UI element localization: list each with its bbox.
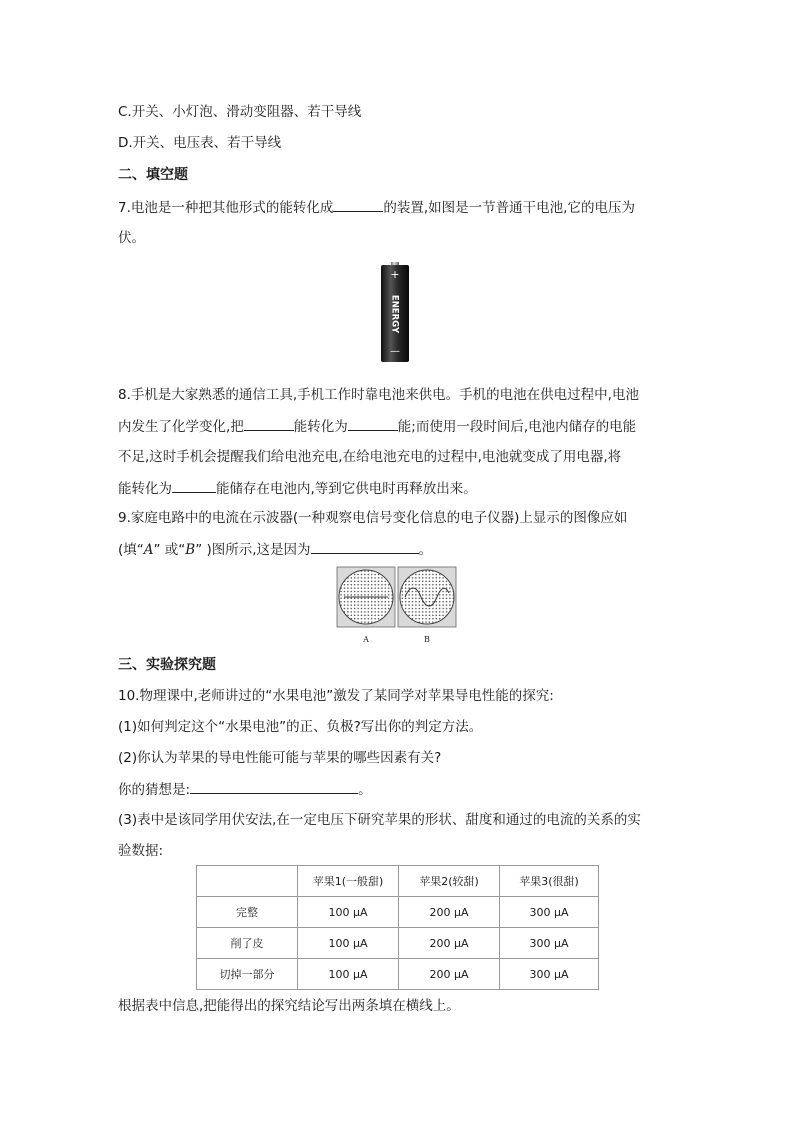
- question-10-conclusion-prompt: 根据表中信息,把能得出的探究结论写出两条填在横线上。: [118, 998, 460, 1014]
- battery-plus: +: [390, 268, 400, 281]
- question-10-part-1: (1)如何判定这个“水果电池”的正、负极?写出你的判定方法。: [118, 719, 483, 735]
- q8-text-4: 能转化为: [118, 481, 172, 497]
- battery-brand-label: ENERGY: [389, 294, 400, 334]
- q7-text-2: 的装置,如图是一节普通干电池,它的电压为: [383, 200, 635, 216]
- oscilloscope-figure: [336, 566, 458, 648]
- table-header-cell: 苹果1(一般甜): [298, 866, 399, 897]
- table-cell: 削了皮: [197, 928, 298, 959]
- answer-blank: [348, 416, 398, 431]
- battery-minus: —: [390, 346, 400, 357]
- guess-label: 你的猜想是:: [118, 782, 191, 798]
- table-cell: 200 μA: [399, 897, 500, 928]
- section-heading-experiment: 三、实验探究题: [118, 657, 216, 673]
- question-10-line-1: 10.物理课中,老师讲过的“水果电池”激发了某同学对苹果导电性能的探究:: [118, 688, 554, 704]
- table-header-row: [197, 866, 599, 897]
- label-a: A: [363, 635, 369, 644]
- battery-image: [379, 262, 411, 362]
- table-cell: 100 μA: [298, 928, 399, 959]
- option-d: D.开关、电压表、若干导线: [118, 135, 282, 151]
- question-10-guess: [118, 779, 372, 800]
- label-b: B: [424, 635, 430, 644]
- table-header-cell: 苹果3(很甜): [500, 866, 599, 897]
- table-cell: 100 μA: [298, 897, 399, 928]
- q8-text-3: 能;而使用一段时间后,电池内储存的电能: [397, 419, 637, 435]
- q9-option-a: A: [143, 542, 154, 558]
- answer-blank: [244, 416, 294, 431]
- question-10-part-2: (2)你认为苹果的导电性能可能与苹果的哪些因素有关?: [118, 750, 442, 766]
- table-cell: 切掉一部分: [197, 959, 298, 990]
- question-8-line-3: 不足,这时手机会提醒我们给电池充电,在给电池充电的过程中,电池就变成了用电器,将: [118, 449, 622, 465]
- answer-blank: [333, 197, 383, 212]
- q8-text-2: 能转化为: [293, 419, 348, 435]
- table-cell: 完整: [197, 897, 298, 928]
- table-cell: 300 μA: [500, 928, 599, 959]
- option-c: C.开关、小灯泡、滑动变阻器、若干导线: [118, 104, 362, 120]
- table-row: [197, 897, 599, 928]
- answer-blank: [172, 478, 216, 493]
- table-cell: 200 μA: [399, 959, 500, 990]
- answer-blank: [311, 539, 419, 554]
- table-cell: 100 μA: [298, 959, 399, 990]
- section-heading-fill-blank: 二、填空题: [118, 167, 188, 183]
- question-9-line-2: [118, 539, 432, 560]
- answer-blank: [190, 779, 358, 794]
- battery-terminal: [391, 262, 399, 265]
- table-header-cell: 苹果2(较甜): [399, 866, 500, 897]
- question-10-part-3-line-1: (3)表中是该同学用伏安法,在一定电压下研究苹果的形状、甜度和通过的电流的关系的实: [118, 812, 641, 828]
- table-row: [197, 928, 599, 959]
- question-10-part-3-line-2: 验数据:: [118, 843, 164, 859]
- table-row: [197, 959, 599, 990]
- guess-end: 。: [358, 782, 372, 798]
- question-8-line-2: [118, 416, 636, 437]
- oscilloscope-b: [398, 567, 456, 627]
- apple-current-table: [196, 865, 599, 990]
- q9-text-3: ” )图所示,这是因为: [195, 542, 311, 558]
- q9-text-2: ” 或“: [153, 542, 186, 558]
- oscilloscope-a: [337, 567, 395, 627]
- question-7-line-2: 伏。: [118, 230, 145, 246]
- table-cell: 300 μA: [500, 897, 599, 928]
- q8-text-1: 内发生了化学变化,把: [118, 419, 244, 435]
- question-9-line-1: 9.家庭电路中的电流在示波器(一种观察电信号变化信息的电子仪器)上显示的图像应如: [118, 510, 628, 526]
- table-cell: 200 μA: [399, 928, 500, 959]
- q8-text-5: 能储存在电池内,等到它供电时再释放出来。: [216, 481, 477, 497]
- question-8-line-1: 8.手机是大家熟悉的通信工具,手机工作时靠电池来供电。手机的电池在供电过程中,电池: [118, 387, 639, 403]
- table-header-cell: [197, 866, 298, 897]
- question-7-line-1: [118, 197, 635, 218]
- q9-text-4: 。: [418, 542, 433, 558]
- q7-text-1: 7.电池是一种把其他形式的能转化成: [118, 200, 334, 216]
- table-cell: 300 μA: [500, 959, 599, 990]
- question-8-line-4: [118, 478, 477, 499]
- q9-text-1: (填“: [118, 542, 144, 558]
- q9-option-b: B: [185, 542, 196, 558]
